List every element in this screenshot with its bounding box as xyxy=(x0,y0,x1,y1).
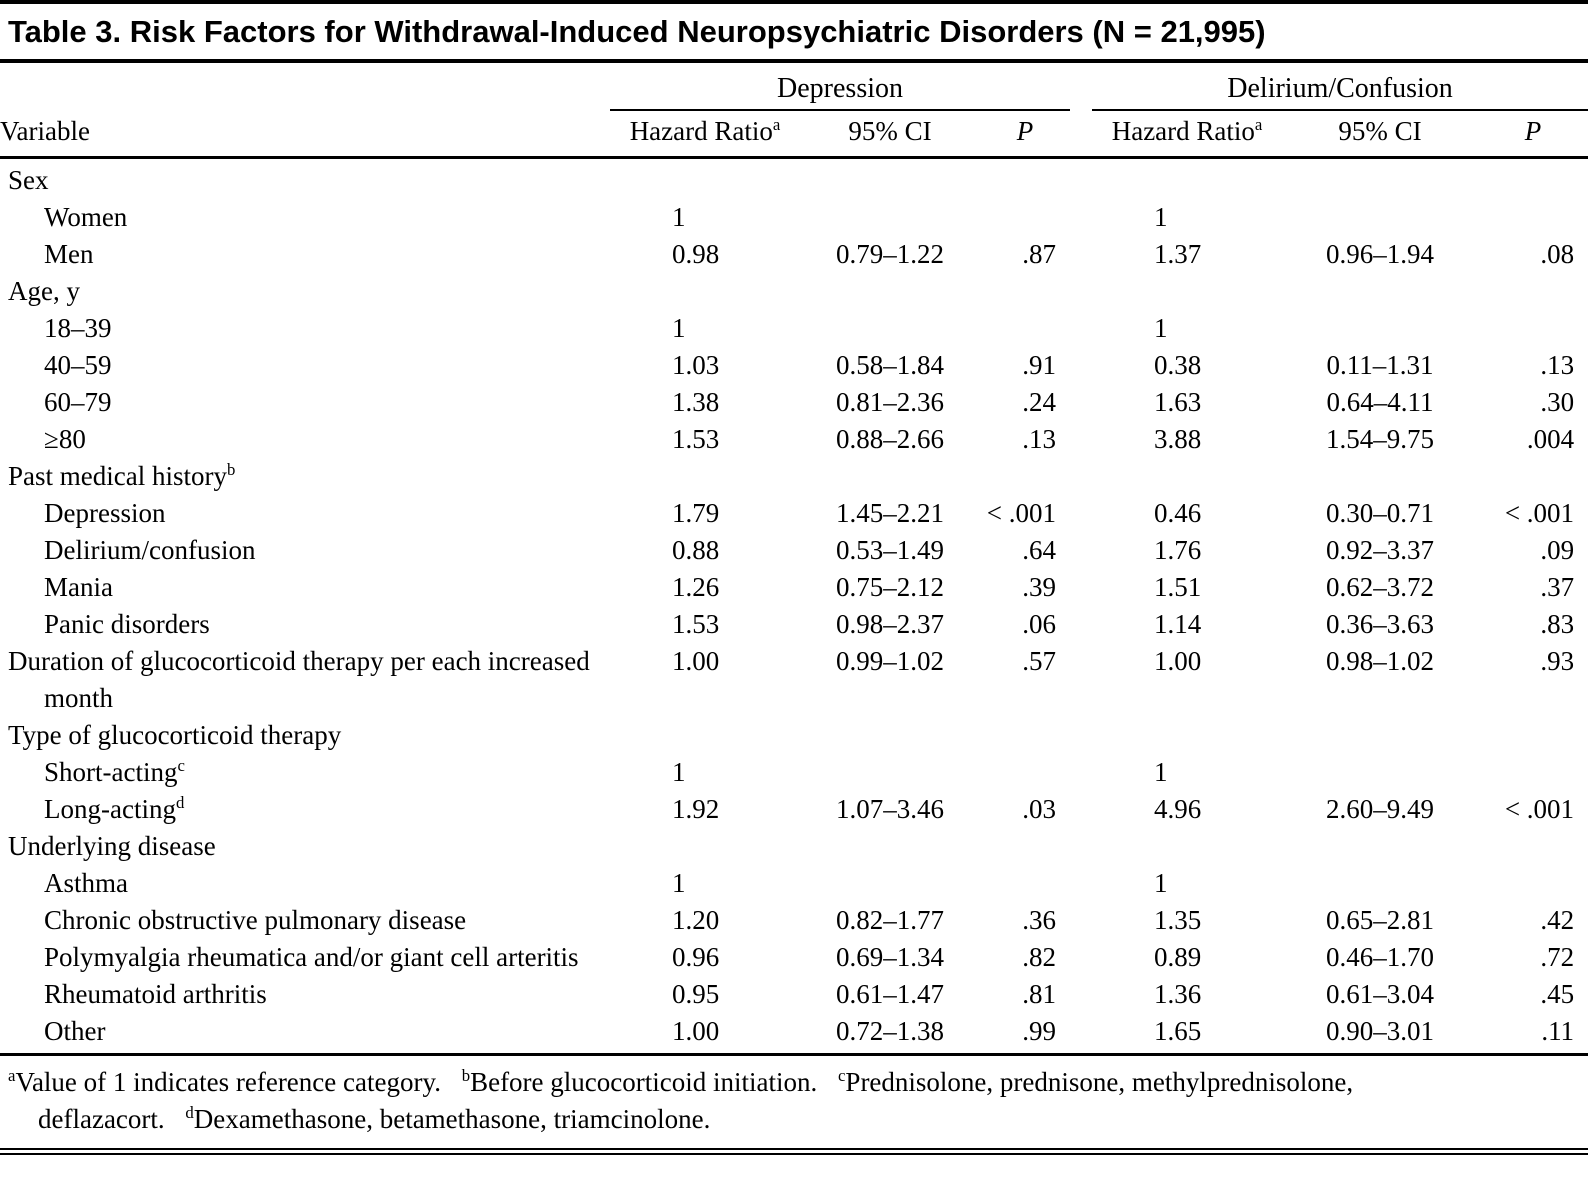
row-label: ≥80 xyxy=(44,424,86,454)
cell-depression-p: .39 xyxy=(1022,572,1057,602)
cell-delirium-p xyxy=(1478,310,1588,347)
cell-delirium-p: .83 xyxy=(1540,609,1575,639)
row-label: Other xyxy=(44,1016,106,1046)
group-gap xyxy=(1070,643,1092,717)
cell-depression-p: .81 xyxy=(1022,979,1057,1009)
cell-depression-hazard-ratio: 0.95 xyxy=(672,979,720,1009)
cell-depression-ci xyxy=(800,273,980,310)
row-label-cell xyxy=(0,606,610,643)
cell-depression-hazard-ratio: 1.20 xyxy=(672,905,720,935)
cell-delirium-p: .72 xyxy=(1540,942,1575,972)
table-row xyxy=(0,643,1588,717)
row-label-cell xyxy=(0,158,610,200)
row-label: Short-acting xyxy=(44,757,178,787)
group-gap xyxy=(1070,63,1092,110)
cell-delirium-hazard-ratio: 0.46 xyxy=(1154,498,1202,528)
group-gap xyxy=(1070,421,1092,458)
cell-delirium-hazard-ratio: 1.65 xyxy=(1092,1013,1282,1055)
cell-depression-ci xyxy=(800,310,980,347)
group-gap xyxy=(1070,865,1092,902)
group-gap xyxy=(1070,347,1092,384)
group-gap xyxy=(1070,976,1092,1013)
cell-delirium-p xyxy=(1478,458,1588,495)
cell-depression-ci xyxy=(800,458,980,495)
group-gap xyxy=(1070,273,1092,310)
row-label: Men xyxy=(44,239,94,269)
cell-delirium-hazard-ratio: 1.14 xyxy=(1154,609,1202,639)
table-row xyxy=(0,1013,1588,1055)
cell-depression-p: .64 xyxy=(1022,535,1057,565)
col-header-hazard-ratio-delirium xyxy=(1092,110,1282,158)
group-gap xyxy=(1070,717,1092,754)
cell-depression-p: .82 xyxy=(1022,942,1057,972)
cell-depression-hazard-ratio xyxy=(610,828,800,865)
cell-delirium-ci: 0.61–3.04 xyxy=(1326,979,1435,1009)
footnote-d xyxy=(185,1104,710,1134)
cell-depression-ci xyxy=(800,754,980,791)
table-row xyxy=(0,273,1588,310)
cell-delirium-ci xyxy=(1282,754,1478,791)
cell-depression-p xyxy=(980,458,1070,495)
row-label-cell xyxy=(0,939,610,976)
cell-delirium-p: .37 xyxy=(1540,572,1575,602)
cell-depression-ci xyxy=(800,717,980,754)
table-row xyxy=(0,902,1588,939)
row-label: Duration of glucocorticoid therapy per each increased month xyxy=(8,646,590,713)
cell-depression-p xyxy=(980,310,1070,347)
footnote-text-b: Before glucocorticoid initiation. xyxy=(470,1067,818,1097)
cell-delirium-ci: 0.65–2.81 xyxy=(1326,905,1435,935)
cell-depression-p xyxy=(980,754,1070,791)
col-header-ci-depression: 95% CI xyxy=(800,110,980,158)
cell-delirium-ci xyxy=(1282,458,1478,495)
cell-delirium-ci: 0.62–3.72 xyxy=(1326,572,1435,602)
cell-depression-hazard-ratio xyxy=(610,717,800,754)
group-gap xyxy=(1070,236,1092,273)
cell-depression-hazard-ratio: 1.00 xyxy=(610,1013,800,1055)
row-footnote-marker: b xyxy=(226,460,236,479)
cell-delirium-p: .45 xyxy=(1540,979,1575,1009)
group-gap xyxy=(1070,110,1092,158)
cell-delirium-ci xyxy=(1282,828,1478,865)
cell-delirium-hazard-ratio: 1.35 xyxy=(1154,905,1202,935)
cell-depression-hazard-ratio: 1 xyxy=(672,757,686,787)
cell-depression-p: .24 xyxy=(1022,387,1057,417)
row-label: Underlying disease xyxy=(8,831,216,861)
row-label-cell xyxy=(0,199,610,236)
cell-depression-hazard-ratio: 1.00 xyxy=(672,646,720,676)
cell-depression-p: .87 xyxy=(1022,239,1057,269)
table-row xyxy=(0,158,1588,200)
cell-delirium-p: < .001 xyxy=(1504,498,1575,528)
cell-depression-ci: 1.07–3.46 xyxy=(836,794,944,824)
group-gap xyxy=(1070,1013,1092,1055)
footnote-marker-b: b xyxy=(461,1066,471,1085)
cell-delirium-ci xyxy=(1282,865,1478,902)
col-header-variable: Variable xyxy=(0,110,610,158)
cell-depression-hazard-ratio: 1 xyxy=(672,313,686,343)
cell-delirium-p: < .001 xyxy=(1504,794,1575,824)
table-row xyxy=(0,421,1588,458)
cell-delirium-hazard-ratio: 1.76 xyxy=(1154,535,1202,565)
row-label-cell xyxy=(0,643,610,717)
group-gap xyxy=(1070,902,1092,939)
hazard-ratio-label: Hazard Ratio xyxy=(1111,116,1255,146)
cell-depression-ci: 0.75–2.12 xyxy=(836,572,944,602)
cell-delirium-hazard-ratio xyxy=(1092,828,1282,865)
cell-depression-hazard-ratio: 1.26 xyxy=(672,572,720,602)
cell-depression-hazard-ratio: 1 xyxy=(672,202,686,232)
cell-delirium-hazard-ratio: 0.38 xyxy=(1154,350,1202,380)
row-label: Asthma xyxy=(44,868,128,898)
row-label-cell xyxy=(0,717,610,754)
table-row xyxy=(0,569,1588,606)
group-gap xyxy=(1070,828,1092,865)
row-label: Rheumatoid arthritis xyxy=(44,979,267,1009)
row-label: Polymyalgia rheumatica and/or giant cell arteritis xyxy=(44,942,579,972)
row-label-cell xyxy=(0,384,610,421)
cell-delirium-p xyxy=(1478,754,1588,791)
cell-depression-hazard-ratio: 0.96 xyxy=(672,942,720,972)
group-gap xyxy=(1070,569,1092,606)
table-footnote xyxy=(0,1056,1438,1146)
cell-depression-hazard-ratio: 1.38 xyxy=(672,387,720,417)
table-row xyxy=(0,717,1588,754)
table-title: Table 3. Risk Factors for Withdrawal-Induced Neuropsychiatric Disorders (N = 21,995) xyxy=(8,14,1266,49)
cell-delirium-p xyxy=(1478,199,1588,236)
row-label: Age, y xyxy=(8,276,80,306)
cell-delirium-ci xyxy=(1282,199,1478,236)
group-header-depression: Depression xyxy=(610,63,1070,110)
cell-depression-ci xyxy=(800,158,980,200)
row-label: Women xyxy=(44,202,128,232)
cell-depression-p xyxy=(980,273,1070,310)
row-label: Mania xyxy=(44,572,113,602)
row-label-cell xyxy=(0,569,610,606)
table-row xyxy=(0,865,1588,902)
table-row xyxy=(0,754,1588,791)
cell-delirium-ci xyxy=(1282,310,1478,347)
cell-depression-hazard-ratio: 1.53 xyxy=(672,609,720,639)
group-gap xyxy=(1070,606,1092,643)
row-label-cell xyxy=(0,495,610,532)
cell-depression-hazard-ratio xyxy=(610,458,800,495)
group-gap xyxy=(1070,532,1092,569)
group-header-row xyxy=(0,63,1588,110)
cell-depression-ci: 0.82–1.77 xyxy=(836,905,944,935)
table-row xyxy=(0,236,1588,273)
row-label: 40–59 xyxy=(44,350,112,380)
cell-depression-hazard-ratio xyxy=(610,273,800,310)
cell-depression-ci: 0.99–1.02 xyxy=(836,646,944,676)
row-label: 60–79 xyxy=(44,387,112,417)
cell-depression-p xyxy=(980,865,1070,902)
cell-delirium-ci xyxy=(1282,717,1478,754)
cell-delirium-ci: 0.92–3.37 xyxy=(1326,535,1435,565)
cell-depression-ci xyxy=(800,828,980,865)
cell-delirium-p: .09 xyxy=(1540,535,1575,565)
column-header-row xyxy=(0,110,1588,158)
row-label: 18–39 xyxy=(44,313,112,343)
footnote-text-d: Dexamethasone, betamethasone, triamcinolone. xyxy=(193,1104,711,1134)
cell-delirium-p: .30 xyxy=(1540,387,1575,417)
cell-depression-hazard-ratio: 1.53 xyxy=(672,424,720,454)
group-gap xyxy=(1070,791,1092,828)
table-row xyxy=(0,199,1588,236)
cell-delirium-ci xyxy=(1282,273,1478,310)
cell-delirium-ci: 0.90–3.01 xyxy=(1282,1013,1478,1055)
table-row xyxy=(0,532,1588,569)
cell-delirium-ci: 0.36–3.63 xyxy=(1326,609,1435,639)
row-label: Chronic obstructive pulmonary disease xyxy=(44,905,467,935)
group-gap xyxy=(1070,158,1092,200)
cell-delirium-hazard-ratio: 0.89 xyxy=(1154,942,1202,972)
cell-depression-hazard-ratio xyxy=(610,158,800,200)
table-body xyxy=(0,158,1588,1055)
cell-delirium-p: .93 xyxy=(1540,646,1575,676)
footnote-marker-c: c xyxy=(837,1066,846,1085)
cell-depression-hazard-ratio: 0.98 xyxy=(672,239,720,269)
cell-delirium-p: .13 xyxy=(1540,350,1575,380)
row-label: Long-acting xyxy=(44,794,176,824)
cell-depression-hazard-ratio: 1 xyxy=(672,868,686,898)
table-row xyxy=(0,976,1588,1013)
cell-delirium-ci: 0.46–1.70 xyxy=(1326,942,1435,972)
cell-delirium-p xyxy=(1478,865,1588,902)
group-gap xyxy=(1070,458,1092,495)
col-header-hazard-ratio-depression xyxy=(610,110,800,158)
group-gap xyxy=(1070,939,1092,976)
row-label-cell xyxy=(0,976,610,1013)
row-label: Sex xyxy=(8,165,49,195)
table-header xyxy=(0,63,1588,158)
footnote-b xyxy=(462,1067,818,1097)
cell-depression-p: .36 xyxy=(1022,905,1057,935)
cell-delirium-p xyxy=(1478,273,1588,310)
cell-delirium-ci: 2.60–9.49 xyxy=(1326,794,1435,824)
cell-delirium-ci xyxy=(1282,158,1478,200)
table-row xyxy=(0,791,1588,828)
cell-delirium-hazard-ratio: 1.37 xyxy=(1154,239,1202,269)
row-label-cell xyxy=(0,421,610,458)
hazard-ratio-footnote-marker: a xyxy=(1254,115,1263,134)
footnote-marker-d: d xyxy=(185,1103,194,1122)
row-label: Past medical history xyxy=(8,461,227,491)
row-label-cell xyxy=(0,532,610,569)
cell-depression-ci xyxy=(800,865,980,902)
cell-delirium-hazard-ratio: 4.96 xyxy=(1154,794,1202,824)
hazard-ratio-label: Hazard Ratio xyxy=(629,116,773,146)
cell-delirium-hazard-ratio xyxy=(1092,458,1282,495)
cell-delirium-hazard-ratio: 3.88 xyxy=(1154,424,1202,454)
row-label: Panic disorders xyxy=(44,609,210,639)
cell-depression-p xyxy=(980,158,1070,200)
cell-depression-ci: 0.79–1.22 xyxy=(836,239,944,269)
cell-depression-ci: 0.69–1.34 xyxy=(836,942,944,972)
cell-depression-ci: 0.88–2.66 xyxy=(836,424,944,454)
cell-depression-hazard-ratio: 1.79 xyxy=(672,498,720,528)
cell-delirium-p xyxy=(1478,828,1588,865)
table-row xyxy=(0,828,1588,865)
cell-delirium-hazard-ratio: 1 xyxy=(1154,868,1168,898)
cell-depression-ci: 0.58–1.84 xyxy=(836,350,944,380)
cell-depression-ci: 0.98–2.37 xyxy=(836,609,944,639)
group-gap xyxy=(1070,754,1092,791)
cell-delirium-p: .08 xyxy=(1540,239,1575,269)
cell-delirium-hazard-ratio: 1 xyxy=(1154,202,1168,232)
cell-delirium-ci: 0.11–1.31 xyxy=(1326,350,1434,380)
group-gap xyxy=(1070,199,1092,236)
cell-depression-p: .13 xyxy=(1022,424,1057,454)
row-label-cell xyxy=(0,1013,610,1055)
row-label: Delirium/confusion xyxy=(44,535,256,565)
cell-depression-ci: 0.53–1.49 xyxy=(836,535,944,565)
footnote-text-c: Prednisolone, prednisone, methylprednisolone, deflazacort. xyxy=(38,1067,1354,1134)
cell-depression-p xyxy=(980,717,1070,754)
row-label-cell xyxy=(0,902,610,939)
cell-delirium-ci: 0.96–1.94 xyxy=(1326,239,1435,269)
cell-delirium-p xyxy=(1478,717,1588,754)
cell-delirium-hazard-ratio xyxy=(1092,273,1282,310)
row-label-cell xyxy=(0,458,610,495)
table-row xyxy=(0,495,1588,532)
risk-factors-table xyxy=(0,63,1588,1056)
row-label-cell xyxy=(0,754,610,791)
table-row xyxy=(0,384,1588,421)
cell-depression-hazard-ratio: 1.92 xyxy=(672,794,720,824)
row-label-cell xyxy=(0,828,610,865)
cell-depression-ci: 0.72–1.38 xyxy=(800,1013,980,1055)
cell-delirium-p xyxy=(1478,158,1588,200)
cell-delirium-hazard-ratio: 1.00 xyxy=(1154,646,1202,676)
footnote-text-a: Value of 1 indicates reference category. xyxy=(15,1067,441,1097)
cell-depression-hazard-ratio: 1.03 xyxy=(672,350,720,380)
col-header-p-depression: P xyxy=(980,110,1070,158)
cell-delirium-ci: 0.98–1.02 xyxy=(1326,646,1435,676)
cell-delirium-p: .004 xyxy=(1526,424,1575,454)
cell-delirium-p: .42 xyxy=(1540,905,1575,935)
cell-depression-ci: 0.81–2.36 xyxy=(836,387,944,417)
cell-depression-hazard-ratio: 0.88 xyxy=(672,535,720,565)
group-gap xyxy=(1070,495,1092,532)
footnote-a xyxy=(8,1067,441,1097)
row-footnote-marker: c xyxy=(177,756,185,775)
cell-delirium-hazard-ratio xyxy=(1092,158,1282,200)
cell-delirium-hazard-ratio: 1.51 xyxy=(1154,572,1202,602)
row-label: Type of glucocorticoid therapy xyxy=(8,720,342,750)
row-label: Depression xyxy=(44,498,166,528)
col-header-ci-delirium: 95% CI xyxy=(1282,110,1478,158)
group-header-delirium: Delirium/Confusion xyxy=(1092,63,1588,110)
footnote-marker-a: a xyxy=(8,1066,16,1085)
row-label-cell xyxy=(0,347,610,384)
cell-depression-p: .03 xyxy=(1022,794,1057,824)
row-footnote-marker: d xyxy=(175,793,185,812)
row-label-cell xyxy=(0,273,610,310)
cell-depression-p: < .001 xyxy=(986,498,1057,528)
hazard-ratio-footnote-marker: a xyxy=(772,115,781,134)
table-row xyxy=(0,347,1588,384)
cell-delirium-hazard-ratio: 1 xyxy=(1154,757,1168,787)
row-label-cell xyxy=(0,310,610,347)
table-row xyxy=(0,606,1588,643)
col-header-p-delirium: P xyxy=(1478,110,1588,158)
cell-delirium-p: .11 xyxy=(1478,1013,1588,1055)
cell-depression-p xyxy=(980,199,1070,236)
cell-delirium-ci: 1.54–9.75 xyxy=(1326,424,1435,454)
table-row xyxy=(0,458,1588,495)
row-label-cell xyxy=(0,236,610,273)
cell-depression-ci: 0.61–1.47 xyxy=(836,979,944,1009)
cell-delirium-hazard-ratio: 1.63 xyxy=(1154,387,1202,417)
group-header-spacer xyxy=(0,63,610,110)
group-gap xyxy=(1070,310,1092,347)
cell-delirium-ci: 0.30–0.71 xyxy=(1326,498,1435,528)
cell-depression-p: .57 xyxy=(1022,646,1057,676)
cell-delirium-hazard-ratio: 1 xyxy=(1154,313,1168,343)
row-label-cell xyxy=(0,791,610,828)
cell-depression-p: .99 xyxy=(980,1013,1070,1055)
cell-depression-ci: 1.45–2.21 xyxy=(836,498,944,528)
cell-delirium-hazard-ratio: 1.36 xyxy=(1154,979,1202,1009)
row-label-cell xyxy=(0,865,610,902)
cell-depression-p: .06 xyxy=(1022,609,1057,639)
cell-delirium-ci: 0.64–4.11 xyxy=(1326,387,1434,417)
cell-delirium-hazard-ratio xyxy=(1092,717,1282,754)
group-gap xyxy=(1070,384,1092,421)
table-row xyxy=(0,310,1588,347)
table-row xyxy=(0,939,1588,976)
cell-depression-ci xyxy=(800,199,980,236)
cell-depression-p xyxy=(980,828,1070,865)
cell-depression-p: .91 xyxy=(1022,350,1057,380)
bottom-rule xyxy=(0,1148,1588,1155)
